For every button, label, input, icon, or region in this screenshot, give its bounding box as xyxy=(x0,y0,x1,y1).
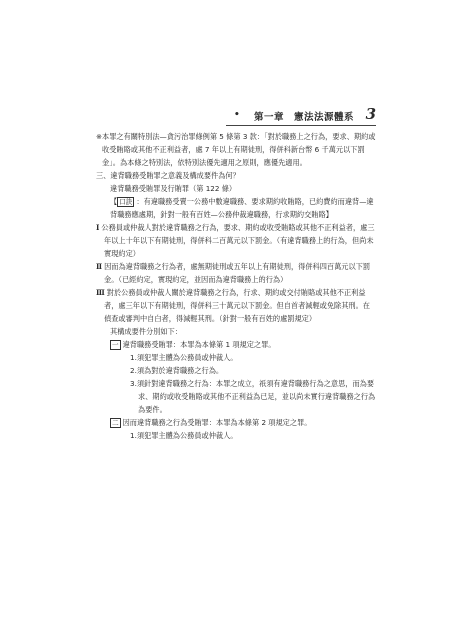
section-2-heading xyxy=(96,416,376,429)
page-body xyxy=(96,130,376,442)
clause-1-text: 公務員或仲裁人對於違背職務之行為，要求、期約或收受賄賂或其他不正利益者，處三年以上十年以下有期徒刑，得併科二百萬元以下罰金。（有違背職務上的行為，但尚未實現約定） xyxy=(101,223,375,258)
mnemonic-summary: 【 口訣 ：有違職務受賣一公務中數違職務、要求期約收賄賂，已約費約而違背—違背職務應處期，針對一般有百姓—公務仲裁違職務，行求期約交賄賂】 xyxy=(110,197,374,219)
elements-intro: 其構成要件分別如下： xyxy=(110,327,182,336)
section-1-item-2: 2.須為對於違背職務之行為。 xyxy=(130,366,224,375)
question-heading: 三、違背職務受賄罪之意義及構成要件為何？ xyxy=(96,171,240,180)
clause-1-mark: Ⅰ xyxy=(96,223,100,232)
clause-2-text: 因而為違背職務之行為者，處無期徒刑或五年以上有期徒刑，得併科四百萬元以下罰金。（已經約定，實現約定，並因而為違背職務上的行為） xyxy=(104,262,371,284)
special-law-note: ※本罪之有關特別法—貪污治罪條例第 5 條第 3 款：「對於職務上之行為，要求、期約或收受賄賂或其他不正利益者，處 7 年以上有期徒刑，得併科新台幣 6 千萬元以下罰金」。為本條之特別法，依特別法優先適用之原則，應優先適用。 xyxy=(96,132,376,167)
section-1-item-1: 1.須犯罪主體為公務員或仲裁人。 xyxy=(130,353,238,362)
clause-2 xyxy=(96,260,376,286)
clause-3-text: 對於公務員或仲裁人關於違背職務之行為，行求、期約或交付賄賂或其他不正利益者，處三年以下有期徒刑，得併科三十萬元以下罰金。但自首者減輕或免除其刑。在偵查或審判中自白者，得減輕其刑。（針對一般有百姓的處罰規定） xyxy=(104,288,370,323)
chapter-title: 第一章 憲法法源體系 xyxy=(254,112,355,123)
running-header xyxy=(226,105,378,124)
section-1-tag: 一 xyxy=(112,341,119,349)
clause-1 xyxy=(96,221,376,260)
section-2-title: 因而違背職務之行為受賄罪：本罪為本條第 2 項規定之罪。 xyxy=(122,418,312,427)
section-1-heading xyxy=(96,338,376,351)
clause-2-mark: Ⅱ xyxy=(96,262,103,271)
mnemonic-text: ：有違職務受賣一公務中數違職務、要求期約收賄賂，已約費約而違背—違背職務應處期，針對一般有百姓—公務仲裁違職務，行求期約交賄賂】 xyxy=(110,197,374,219)
mnemonic-tag: 口訣 xyxy=(119,198,133,206)
clause-3 xyxy=(96,286,376,325)
clause-3-mark: Ⅲ xyxy=(96,288,105,297)
header-rule xyxy=(226,125,376,126)
page-number: 3 xyxy=(365,105,376,123)
section-2-tag: 二 xyxy=(112,419,119,427)
header-bullet: • xyxy=(234,110,240,120)
section-2-item-1: 1.須犯罪主體為公務員或仲裁人。 xyxy=(130,431,238,440)
section-1-item-3: 3.須針對違背職務之行為：本罪之成立，祇須有違背職務行為之意思，而為要求、期約或收受賄賂或其他不正利益為已足，並以尚未實行違背職務之行為為要件。 xyxy=(130,379,376,414)
statute-reference: 違背職務受賄罪及行賄罪（第 122 條） xyxy=(110,184,237,193)
section-1-title: 違背職務受賄罪：本罪為本條第 1 項規定之罪。 xyxy=(122,340,276,349)
